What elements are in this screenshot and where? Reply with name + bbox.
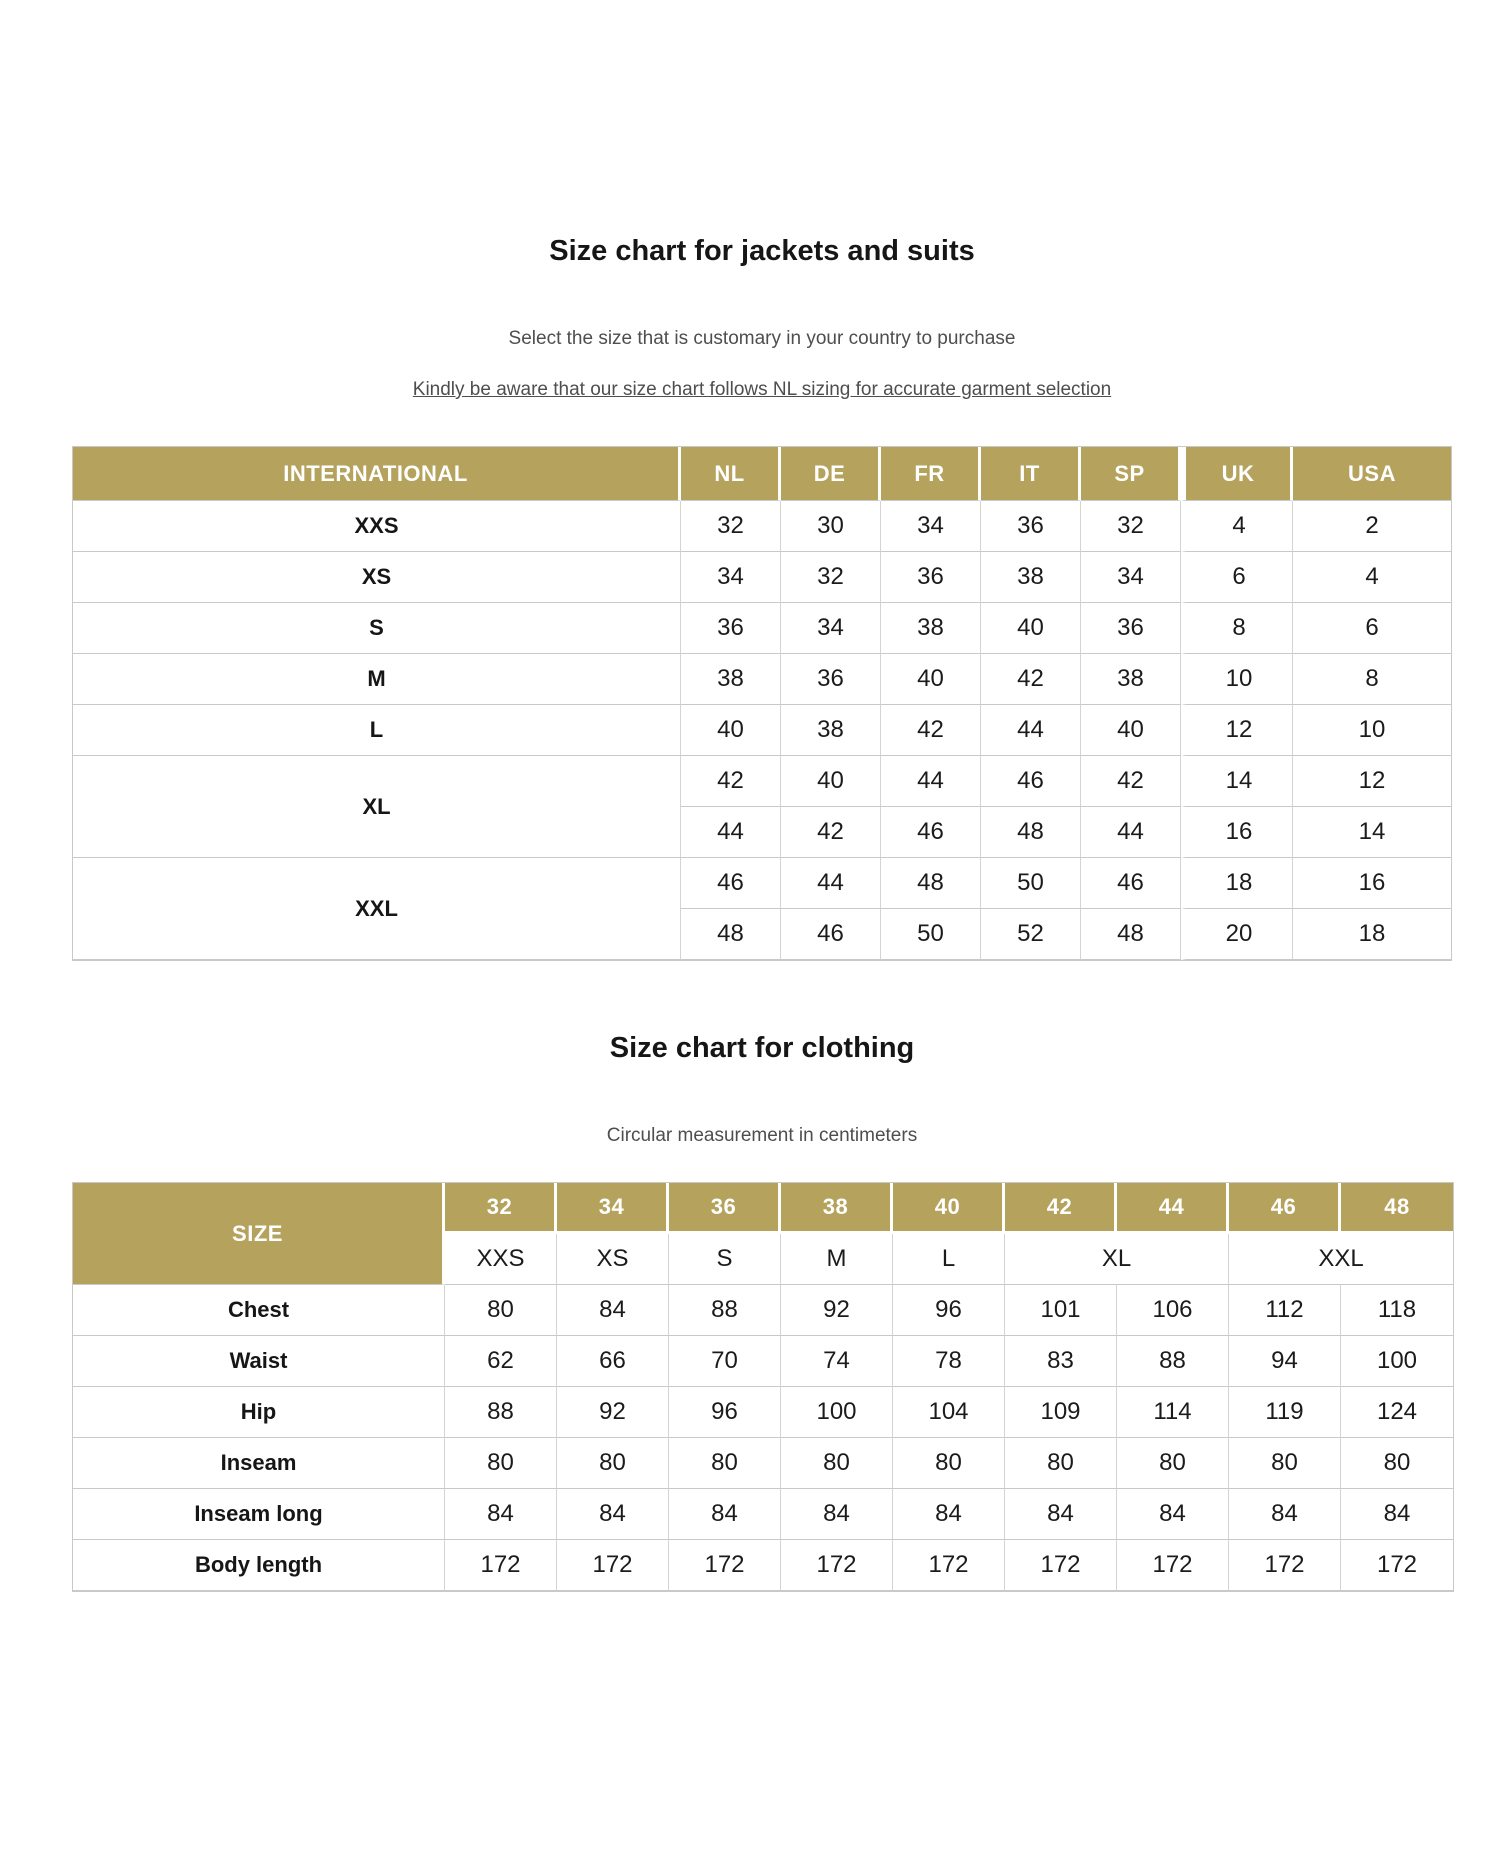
size-cell: 46 [781, 909, 881, 960]
clothing-title: Size chart for clothing [609, 1032, 915, 1064]
table-row-chest [73, 1285, 1453, 1336]
row-label-hip: Hip [73, 1387, 445, 1438]
size-cell: 4 [1181, 501, 1293, 552]
size-cell: 32 [1081, 501, 1181, 552]
measurement-cell: 88 [1117, 1336, 1229, 1387]
measurement-cell: 84 [893, 1489, 1005, 1540]
size-cell: 48 [1081, 909, 1181, 960]
size-cell: 48 [881, 858, 981, 909]
measurement-cell: 80 [1117, 1438, 1229, 1489]
size-cell: 30 [781, 501, 881, 552]
column-header-nl: NL [681, 447, 781, 501]
nl-sizing-note: Kindly be aware that our size chart follows NL sizing for accurate garment selection [412, 379, 1112, 400]
size-cell: 8 [1181, 603, 1293, 654]
size-cell: 48 [681, 909, 781, 960]
measurement-cell: 96 [893, 1285, 1005, 1336]
measurement-cell: 80 [781, 1438, 893, 1489]
row-label-xl: XL [73, 756, 681, 858]
row-label-xxl: XXL [73, 858, 681, 960]
intl-size-header-xxl: XXL [1229, 1234, 1453, 1285]
size-cell: 2 [1293, 501, 1451, 552]
size-cell: 36 [1081, 603, 1181, 654]
measurement-cell: 88 [669, 1285, 781, 1336]
size-cell: 40 [981, 603, 1081, 654]
table-row-inseam-long [73, 1489, 1453, 1540]
size-cell: 42 [781, 807, 881, 858]
measurement-cell: 172 [669, 1540, 781, 1591]
measurement-cell: 172 [445, 1540, 557, 1591]
table-row-hip [73, 1387, 1453, 1438]
column-header-usa: USA [1293, 447, 1451, 501]
measurement-cell: 92 [781, 1285, 893, 1336]
row-label-waist: Waist [73, 1336, 445, 1387]
size-cell: 10 [1181, 654, 1293, 705]
size-cell: 12 [1293, 756, 1451, 807]
size-cell: 46 [1081, 858, 1181, 909]
content-column [72, 0, 1452, 1592]
measurement-cell: 80 [669, 1438, 781, 1489]
size-cell: 46 [981, 756, 1081, 807]
measurement-cell: 84 [1229, 1489, 1341, 1540]
measurement-cell: 78 [893, 1336, 1005, 1387]
measurement-cell: 94 [1229, 1336, 1341, 1387]
size-cell: 44 [881, 756, 981, 807]
size-cell: 36 [881, 552, 981, 603]
row-label-l: L [73, 705, 681, 756]
measurement-cell: 100 [781, 1387, 893, 1438]
row-label-chest: Chest [73, 1285, 445, 1336]
intl-size-header-xxs: XXS [445, 1234, 557, 1285]
size-cell: 14 [1293, 807, 1451, 858]
size-cell: 42 [1081, 756, 1181, 807]
measurement-cell: 80 [1005, 1438, 1117, 1489]
table-row-body-length [73, 1540, 1453, 1591]
size-cell: 36 [781, 654, 881, 705]
eu-size-header-44: 44 [1117, 1183, 1229, 1234]
eu-size-header-34: 34 [557, 1183, 669, 1234]
measurement-cell: 100 [1341, 1336, 1453, 1387]
size-cell: 42 [981, 654, 1081, 705]
intl-size-header-xl: XL [1005, 1234, 1229, 1285]
size-cell: 32 [681, 501, 781, 552]
size-cell: 44 [681, 807, 781, 858]
table-row-inseam [73, 1438, 1453, 1489]
intl-size-header-l: L [893, 1234, 1005, 1285]
measurement-cell: 80 [445, 1438, 557, 1489]
measurement-cell: 92 [557, 1387, 669, 1438]
size-corner-header: SIZE [73, 1183, 445, 1285]
size-cell: 40 [781, 756, 881, 807]
measurement-cell: 172 [893, 1540, 1005, 1591]
table-header-row [73, 447, 1451, 501]
size-cell: 38 [981, 552, 1081, 603]
size-cell: 38 [881, 603, 981, 654]
measurement-cell: 104 [893, 1387, 1005, 1438]
measurement-cell: 84 [781, 1489, 893, 1540]
size-cell: 42 [881, 705, 981, 756]
size-cell: 48 [981, 807, 1081, 858]
measurement-cell: 172 [557, 1540, 669, 1591]
column-header-sp: SP [1081, 447, 1181, 501]
eu-size-header-row [73, 1183, 1453, 1234]
measurement-cell: 172 [1341, 1540, 1453, 1591]
size-cell: 4 [1293, 552, 1451, 603]
measurement-cell: 84 [445, 1489, 557, 1540]
size-cell: 50 [981, 858, 1081, 909]
table-row-waist [73, 1336, 1453, 1387]
row-label-body-length: Body length [73, 1540, 445, 1591]
row-label-xs: XS [73, 552, 681, 603]
intl-size-header-s: S [669, 1234, 781, 1285]
clothing-size-table [72, 1182, 1454, 1592]
size-cell: 38 [781, 705, 881, 756]
column-header-de: DE [781, 447, 881, 501]
measurement-cell: 106 [1117, 1285, 1229, 1336]
size-cell: 44 [781, 858, 881, 909]
size-cell: 20 [1181, 909, 1293, 960]
size-cell: 12 [1181, 705, 1293, 756]
measurement-cell: 96 [669, 1387, 781, 1438]
intl-size-header-m: M [781, 1234, 893, 1285]
measurement-cell: 84 [557, 1489, 669, 1540]
size-cell: 52 [981, 909, 1081, 960]
size-cell: 40 [881, 654, 981, 705]
size-cell: 6 [1181, 552, 1293, 603]
column-header-uk: UK [1181, 447, 1293, 501]
intl-size-header-xs: XS [557, 1234, 669, 1285]
size-cell: 38 [1081, 654, 1181, 705]
jackets-suits-subtitle: Select the size that is customary in your country to purchase [508, 328, 1016, 349]
measurement-cell: 80 [445, 1285, 557, 1336]
size-cell: 38 [681, 654, 781, 705]
measurement-cell: 84 [669, 1489, 781, 1540]
column-header-fr: FR [881, 447, 981, 501]
measurement-cell: 172 [1005, 1540, 1117, 1591]
measurement-cell: 124 [1341, 1387, 1453, 1438]
measurement-cell: 112 [1229, 1285, 1341, 1336]
measurement-cell: 119 [1229, 1387, 1341, 1438]
eu-size-header-42: 42 [1005, 1183, 1117, 1234]
row-label-inseam-long: Inseam long [73, 1489, 445, 1540]
measurement-cell: 74 [781, 1336, 893, 1387]
table-row-xl-1 [73, 756, 1451, 807]
size-cell: 18 [1181, 858, 1293, 909]
size-cell: 36 [981, 501, 1081, 552]
measurement-cell: 114 [1117, 1387, 1229, 1438]
measurement-cell: 84 [1341, 1489, 1453, 1540]
clothing-section [72, 1031, 1452, 1592]
row-label-m: M [73, 654, 681, 705]
table-row-xxs [73, 501, 1451, 552]
measurement-cell: 80 [1341, 1438, 1453, 1489]
size-cell: 46 [681, 858, 781, 909]
jackets-suits-section [72, 0, 1452, 961]
size-cell: 32 [781, 552, 881, 603]
measurement-cell: 84 [1117, 1489, 1229, 1540]
measurement-cell: 118 [1341, 1285, 1453, 1336]
measurement-cell: 70 [669, 1336, 781, 1387]
size-cell: 44 [1081, 807, 1181, 858]
row-label-inseam: Inseam [73, 1438, 445, 1489]
measurement-cell: 84 [1005, 1489, 1117, 1540]
size-cell: 42 [681, 756, 781, 807]
measurement-cell: 80 [893, 1438, 1005, 1489]
measurement-cell: 80 [557, 1438, 669, 1489]
eu-size-header-40: 40 [893, 1183, 1005, 1234]
size-cell: 50 [881, 909, 981, 960]
measurement-cell: 172 [1229, 1540, 1341, 1591]
eu-size-header-32: 32 [445, 1183, 557, 1234]
size-cell: 44 [981, 705, 1081, 756]
size-cell: 10 [1293, 705, 1451, 756]
clothing-subtitle: Circular measurement in centimeters [606, 1125, 918, 1146]
size-cell: 16 [1181, 807, 1293, 858]
size-cell: 34 [881, 501, 981, 552]
column-header-it: IT [981, 447, 1081, 501]
eu-size-header-46: 46 [1229, 1183, 1341, 1234]
table-row-xs [73, 552, 1451, 603]
measurement-cell: 62 [445, 1336, 557, 1387]
table-row-m [73, 654, 1451, 705]
jackets-suits-size-table [72, 446, 1452, 961]
table-row-l [73, 705, 1451, 756]
size-cell: 40 [681, 705, 781, 756]
size-cell: 14 [1181, 756, 1293, 807]
measurement-cell: 83 [1005, 1336, 1117, 1387]
table-row-s [73, 603, 1451, 654]
jackets-suits-title: Size chart for jackets and suits [549, 235, 975, 267]
size-cell: 34 [681, 552, 781, 603]
size-cell: 8 [1293, 654, 1451, 705]
column-header-international: INTERNATIONAL [73, 447, 681, 501]
measurement-cell: 101 [1005, 1285, 1117, 1336]
eu-size-header-36: 36 [669, 1183, 781, 1234]
size-cell: 6 [1293, 603, 1451, 654]
size-cell: 18 [1293, 909, 1451, 960]
size-cell: 16 [1293, 858, 1451, 909]
size-cell: 34 [781, 603, 881, 654]
row-label-s: S [73, 603, 681, 654]
size-cell: 36 [681, 603, 781, 654]
measurement-cell: 172 [781, 1540, 893, 1591]
eu-size-header-48: 48 [1341, 1183, 1453, 1234]
measurement-cell: 88 [445, 1387, 557, 1438]
measurement-cell: 172 [1117, 1540, 1229, 1591]
row-label-xxs: XXS [73, 501, 681, 552]
size-cell: 46 [881, 807, 981, 858]
measurement-cell: 84 [557, 1285, 669, 1336]
size-cell: 34 [1081, 552, 1181, 603]
measurement-cell: 66 [557, 1336, 669, 1387]
measurement-cell: 109 [1005, 1387, 1117, 1438]
table-row-xxl-1 [73, 858, 1451, 909]
eu-size-header-38: 38 [781, 1183, 893, 1234]
size-cell: 40 [1081, 705, 1181, 756]
measurement-cell: 80 [1229, 1438, 1341, 1489]
